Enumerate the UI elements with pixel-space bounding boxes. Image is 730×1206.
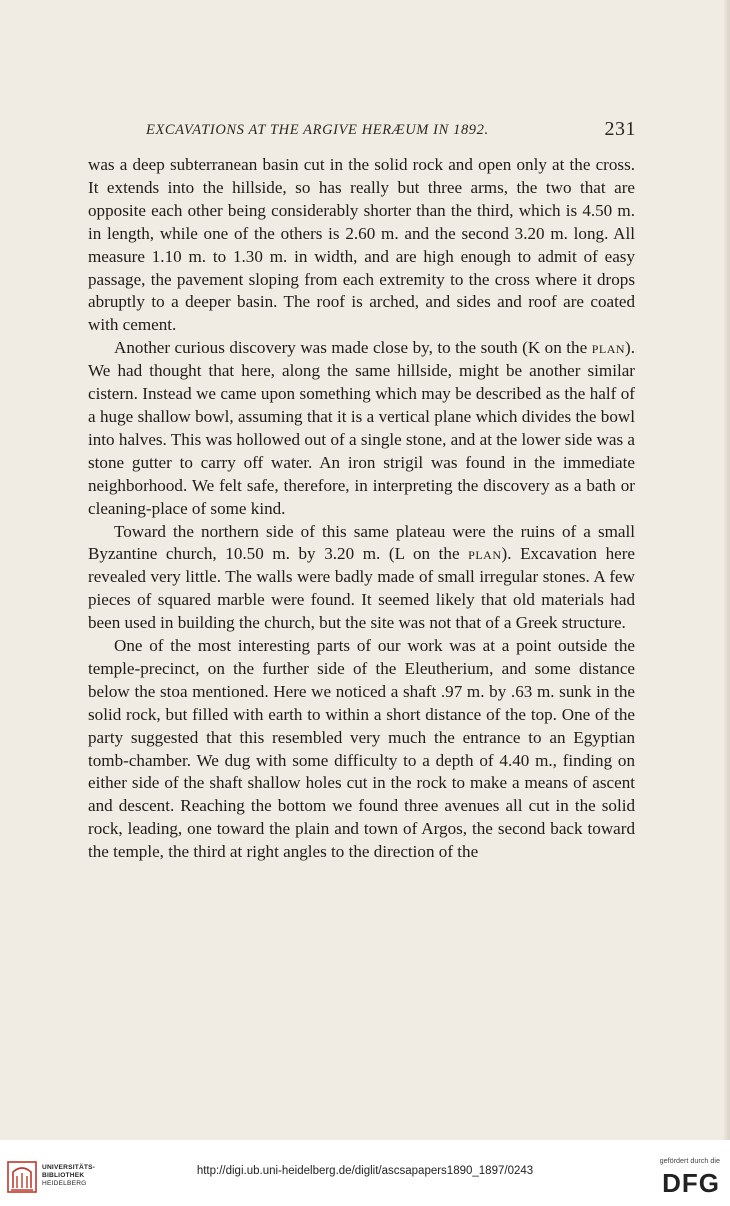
paragraph xyxy=(88,337,635,520)
paragraph-text: Another curious discovery was made close by, to the south (K on the xyxy=(114,338,592,358)
paragraph-text: was a deep subterranean basin cut in the solid rock and open only at the cross. It extends into the hillside, so has really but three arms, the two that are opposite each other being considerably shorter than the third, which is 4.50 m. in length, while one of the others is 2.60 m. and the second 3.20 m. long. All measure 1.10 m. to 1.30 m. in width, and are high enough to admit of easy passage, the pavement sloping from each extremity to the cross where it drops abruptly to a deeper basin. The roof is arched, and sides and roof are coated with cement. xyxy=(88,155,635,335)
paragraph xyxy=(88,635,635,864)
paragraph-text: ). We had thought that here, along the same hillside, might be another similar cistern. Instead we came upon something which may be described as the half of a huge shallow bowl, assuming that it is a vertical plane which divides the bowl into halves. This was hollowed out of a single stone, and at the lower side was a stone gutter to carry off water. An iron strigil was found in the immediate neighborhood. We felt safe, therefore, in interpreting the discovery as a bath or cleaning-place of some kind. xyxy=(88,338,635,518)
page-number: 231 xyxy=(604,118,636,140)
permalink-url[interactable]: http://digi.ub.uni-heidelberg.de/diglit/ascsapapers1890_1897/0243 xyxy=(196,1165,534,1177)
library-name-line: HEIDELBERG xyxy=(42,1180,87,1187)
viewer-footer xyxy=(0,1140,730,1206)
body-text xyxy=(88,154,635,864)
paragraph xyxy=(88,521,635,636)
paragraph-text: ). Excavation here revealed very little. The walls were badly made of small irregular stones. A few pieces of squared marble were found. It seemed likely that old materials had been used in building the church, but the site was not that of a Greek structure. xyxy=(88,544,635,633)
paragraph-text: One of the most interesting parts of our work was at a point outside the temple-precinct, on the further side of the Eleutherium, and some distance below the stoa mentioned. Here we noticed a shaft .97 m. by .63 m. sunk in the solid rock, but filled with earth to within a short distance of the top. One of the party suggested that this resembled very much the entrance to an Egyptian tomb-chamber. We dug with some difficulty to a depth of 4.40 m., finding on either side of the shaft shallow holes cut in the rock to make a means of ascent and descent. Reaching the bottom we found three avenues all cut in the solid rock, leading, one toward the plain and town of Argos, the second back toward the temple, the third at right angles to the direction of the xyxy=(88,636,635,862)
running-head xyxy=(146,120,636,144)
library-name-line: BIBLIOTHEK xyxy=(42,1172,85,1179)
small-caps-term: plan xyxy=(468,544,502,564)
funded-by-label: gefördert durch die xyxy=(659,1156,720,1165)
small-caps-term: plan xyxy=(591,338,626,358)
paragraph-text: Toward the northern side of this same plateau were the ruins of a small Byzantine church, 10.50 m. by 3.20 m. (L on the xyxy=(88,521,635,564)
library-name-line: UNIVERSITÄTS- xyxy=(42,1164,96,1171)
dfg-logo: DFG xyxy=(662,1168,720,1198)
running-head-title: EXCAVATIONS AT THE ARGIVE HERÆUM IN 1892. xyxy=(146,122,489,138)
page-edge-shadow xyxy=(724,0,730,1140)
paragraph xyxy=(88,154,635,337)
